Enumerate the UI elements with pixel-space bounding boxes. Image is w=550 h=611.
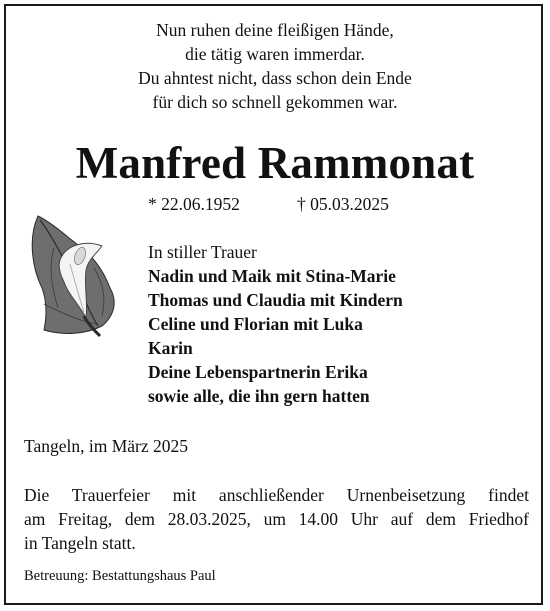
funeral-notice (24, 483, 529, 555)
birth-date: * 22.06.1952 (148, 194, 240, 214)
mourner-line: Karin (148, 338, 193, 358)
notice-line: in Tangeln statt. (24, 533, 136, 553)
notice-line: Die Trauerfeier mit anschließender Urnenbeisetzung findet (24, 485, 529, 505)
poem (0, 18, 550, 114)
mourners-intro: In stiller Trauer (148, 242, 257, 262)
mourner-line: Thomas und Claudia mit Kindern (148, 290, 403, 310)
care-provider: Betreuung: Bestattungshaus Paul (24, 568, 216, 584)
mourner-line: Deine Lebenspartnerin Erika (148, 362, 368, 382)
calla-lily-icon (24, 208, 128, 338)
mourner-line: sowie alle, die ihn gern hatten (148, 386, 370, 406)
mourners-block (148, 240, 403, 408)
death-date: † 05.03.2025 (297, 194, 389, 214)
deceased-name: Manfred Rammonat (75, 138, 475, 188)
poem-line: für dich so schnell gekommen war. (152, 92, 398, 112)
poem-line: Du ahntest nicht, dass schon dein Ende (138, 68, 412, 88)
mourner-line: Celine und Florian mit Luka (148, 314, 363, 334)
place-date: Tangeln, im März 2025 (24, 436, 189, 456)
poem-line: Nun ruhen deine fleißigen Hände, (156, 20, 394, 40)
notice-line: am Freitag, dem 28.03.2025, um 14.00 Uhr auf dem Friedhof (24, 509, 529, 529)
poem-line: die tätig waren immerdar. (185, 44, 365, 64)
mourner-line: Nadin und Maik mit Stina-Marie (148, 266, 396, 286)
